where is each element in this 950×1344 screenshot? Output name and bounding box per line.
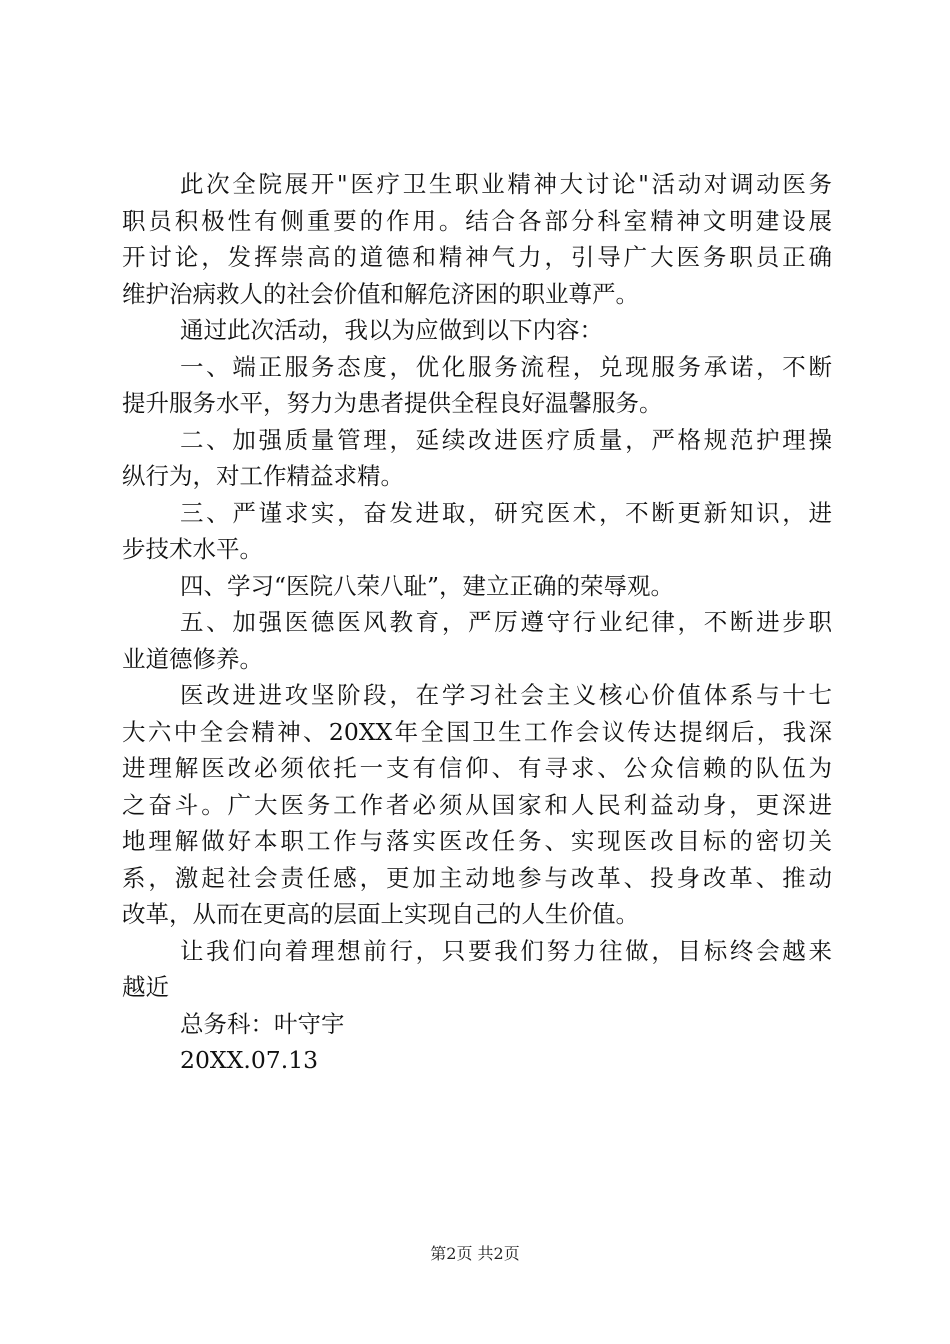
paragraph-line: 一、端正服务态度，优化服务流程，兑现服务承诺，不断 — [180, 352, 832, 381]
paragraph-line: 此次全院展开"医疗卫生职业精神大讨论"活动对调动医务 — [180, 170, 832, 198]
paragraph-line: 改革，从而在更高的层面上实现自己的人生价值。 — [122, 900, 639, 928]
page-number-footer: 第2页 共2页 — [430, 1244, 520, 1263]
paragraph-line: 业道德修养。 — [122, 644, 263, 673]
paragraph-line: 职员积极性有侧重要的作用。结合各部分科室精神文明建设展 — [122, 206, 832, 235]
paragraph-line: 进理解医改必须依托一支有信仰、有寻求、公众信赖的队伍为 — [122, 754, 832, 782]
paragraph-line: 地理解做好本职工作与落实医改任务、实现医改目标的密切关 — [122, 827, 832, 855]
paragraph-line: 五、加强医德医风教育，严厉遵守行业纪律，不断进步职 — [180, 608, 832, 636]
paragraph-line: 通过此次活动，我以为应做到以下内容： — [180, 316, 603, 344]
paragraph-line: 二、加强质量管理，延续改进医疗质量，严格规范护理操 — [180, 425, 832, 454]
paragraph-line: 系，激起社会责任感，更加主动地参与改革、投身改革、推动 — [122, 863, 832, 892]
signature: 总务科：叶守宇 — [180, 1009, 345, 1038]
paragraph-line: 之奋斗。广大医务工作者必须从国家和人民利益动身，更深进 — [122, 790, 832, 819]
paragraph-line: 三、严谨求实，奋发进取，研究医术，不断更新知识，进 — [180, 498, 832, 527]
paragraph-line: 让我们向着理想前行，只要我们努力往做，目标终会越来 — [180, 936, 832, 965]
paragraph-line: 四、学习“医院八荣八耻”，建立正确的荣辱观。 — [180, 571, 675, 600]
document-body — [122, 166, 832, 1079]
paragraph-line: 纵行为，对工作精益求精。 — [122, 462, 404, 490]
paragraph-line: 大六中全会精神、20XX年全国卫生工作会议传达提纲后，我深 — [122, 717, 832, 746]
paragraph-line: 维护治病救人的社会价值和解危济困的职业尊严。 — [122, 279, 639, 308]
document-date: 20XX.07.13 — [180, 1046, 319, 1074]
paragraph-line: 越近 — [122, 973, 169, 1001]
paragraph-line: 医改进进攻坚阶段，在学习社会主义核心价值体系与十七 — [180, 681, 832, 709]
paragraph-line: 开讨论，发挥崇高的道德和精神气力，引导广大医务职员正确 — [122, 243, 832, 271]
paragraph-line: 步技术水平。 — [122, 535, 263, 563]
paragraph-line: 提升服务水平，努力为患者提供全程良好温馨服务。 — [122, 389, 663, 417]
